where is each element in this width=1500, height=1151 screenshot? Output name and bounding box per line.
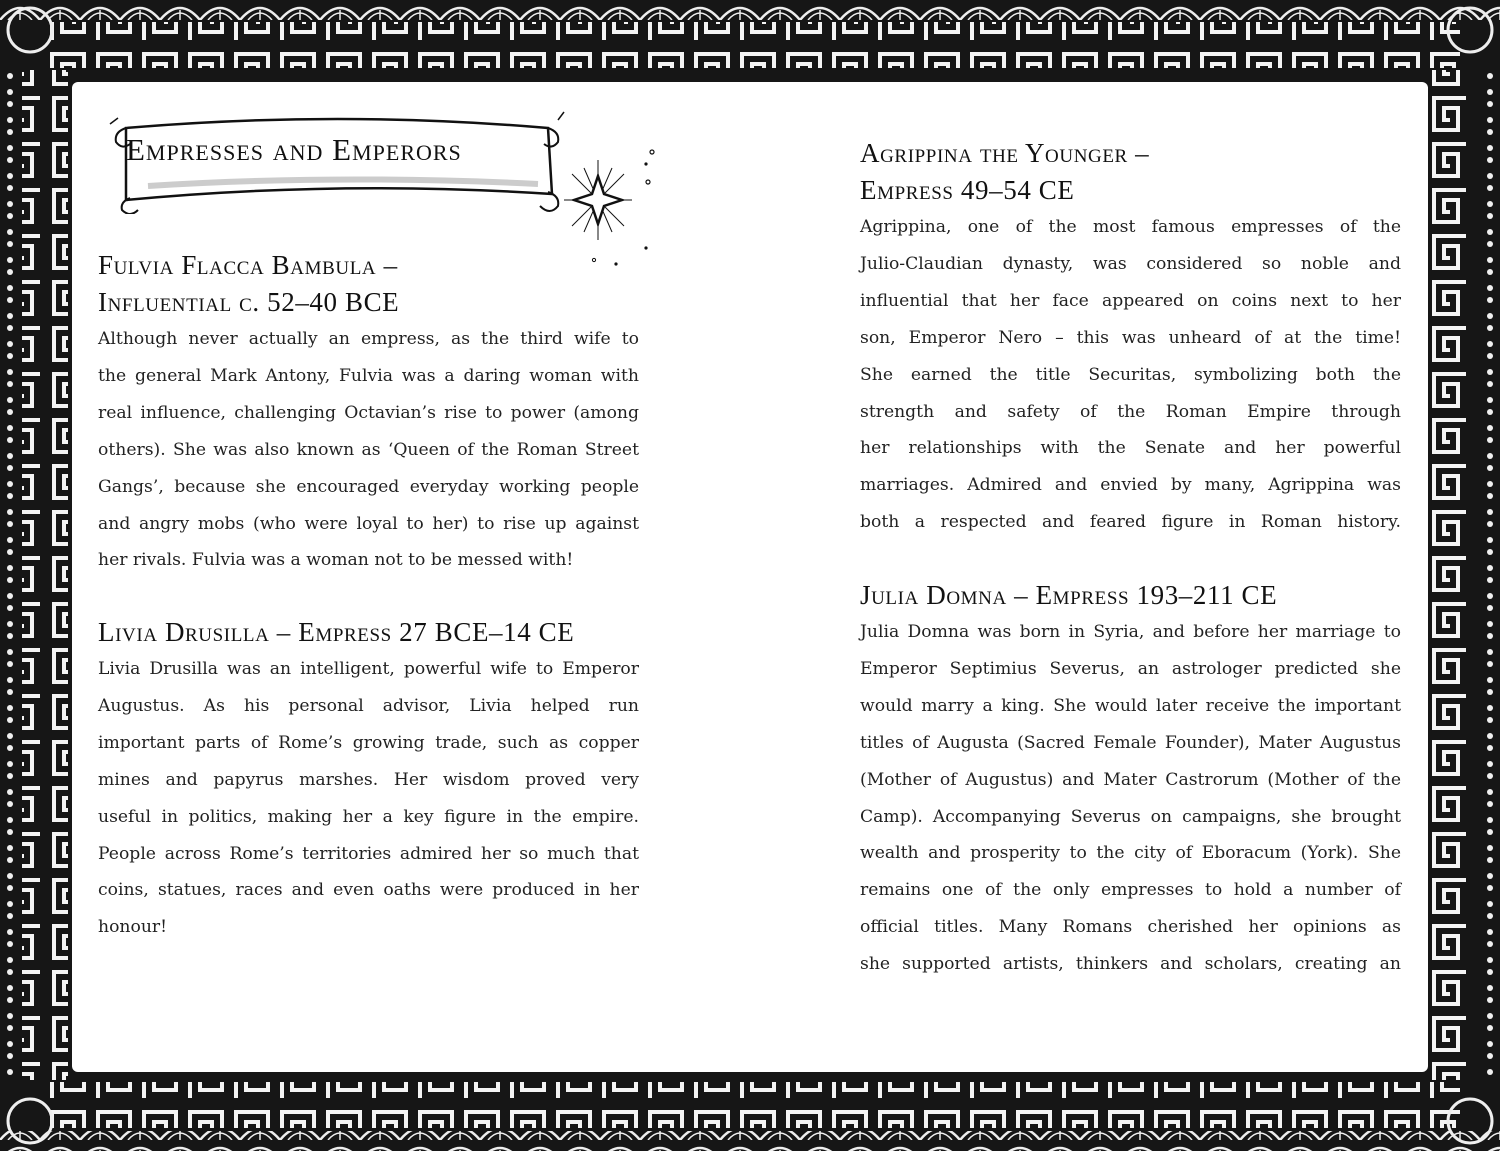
body-line: would marry a king. She would later receive the important	[860, 695, 1401, 716]
body-line: strength and safety of the Roman Empire through	[860, 401, 1401, 422]
entry-livia	[98, 614, 639, 946]
body-line: Julia Domna was born in Syria, and before her marriage to	[860, 622, 1401, 642]
entry-body	[860, 614, 1401, 983]
body-line: the general Mark Antony, Fulvia was a daring woman with	[98, 365, 639, 386]
section-title: Empresses and Emperors	[126, 132, 462, 167]
entry-heading	[860, 135, 1401, 209]
body-line: her rivals. Fulvia was a woman not to be messed with!	[98, 550, 574, 571]
body-line: marriages. Admired and envied by many, Agrippina was	[860, 475, 1401, 496]
body-line: She earned the title Securitas, symbolizing both the	[860, 364, 1401, 385]
heading-line: Empress 49–54 CE	[860, 175, 1075, 205]
page-area	[72, 82, 1428, 1072]
entry-body	[98, 651, 639, 946]
body-line: both a respected and feared figure in Roman history.	[860, 512, 1401, 533]
body-line: (Mother of Augustus) and Mater Castrorum (Mother of the	[860, 769, 1401, 790]
body-line: remains one of the only empresses to hold a number of	[860, 880, 1401, 901]
body-line: Julio-Claudian dynasty, was considered so noble and	[860, 253, 1401, 274]
body-line: Camp). Accompanying Severus on campaigns, she brought	[860, 806, 1401, 827]
entry-heading	[860, 577, 1401, 614]
body-line: influential that her face appeared on coins next to her	[860, 290, 1401, 311]
entry-agrippina	[860, 135, 1401, 541]
entry-heading	[98, 247, 639, 321]
body-line: honour!	[98, 917, 168, 938]
body-line: son, Emperor Nero – this was unheard of at the time!	[860, 327, 1401, 348]
body-line: People across Rome’s territories admired her so much that	[98, 843, 639, 864]
body-line: wealth and prosperity to the city of Eboracum (York). She	[860, 843, 1401, 864]
body-line: she supported artists, thinkers and scholars, creating an	[860, 954, 1401, 975]
entry-body	[98, 321, 639, 579]
body-line: Emperor Septimius Severus, an astrologer predicted she	[860, 658, 1401, 679]
body-line: her relationships with the Senate and her powerful	[860, 438, 1401, 459]
entry-fulvia	[98, 247, 639, 579]
body-line: mines and papyrus marshes. Her wisdom proved very	[98, 769, 639, 790]
body-line: Livia Drusilla was an intelligent, powerful wife to Emperor	[98, 659, 639, 679]
body-line: real influence, challenging Octavian’s rise to power (among	[98, 402, 639, 423]
body-line: titles of Augusta (Sacred Female Founder), Mater Augustus	[860, 732, 1401, 753]
body-line: and angry mobs (who were loyal to her) to rise up against	[98, 513, 639, 534]
heading-line: Influential c. 52–40 BCE	[98, 287, 400, 317]
heading-line: Livia Drusilla – Empress 27 BCE–14 CE	[98, 617, 575, 647]
body-line: Gangs’, because she encouraged everyday working people	[98, 476, 639, 497]
body-line: official titles. Many Romans cherished her opinions as	[860, 917, 1401, 938]
body-line: coins, statues, races and even oaths were produced in her	[98, 880, 639, 901]
body-line: Although never actually an empress, as the third wife to	[98, 329, 639, 349]
body-line: important parts of Rome’s growing trade, such as copper	[98, 732, 639, 753]
body-line: Agrippina, one of the most famous empresses of the	[860, 217, 1401, 237]
entry-body	[860, 209, 1401, 541]
heading-line: Julia Domna – Empress 193–211 CE	[860, 580, 1278, 610]
body-line: Augustus. As his personal advisor, Livia helped run	[98, 695, 639, 716]
entry-julia-domna	[860, 577, 1401, 983]
entry-heading	[98, 614, 639, 651]
body-line: others). She was also known as ‘Queen of the Roman Street	[98, 439, 639, 460]
body-line: useful in politics, making her a key figure in the empire.	[98, 806, 639, 827]
heading-line: Fulvia Flacca Bambula –	[98, 250, 398, 280]
heading-line: Agrippina the Younger –	[860, 138, 1150, 168]
